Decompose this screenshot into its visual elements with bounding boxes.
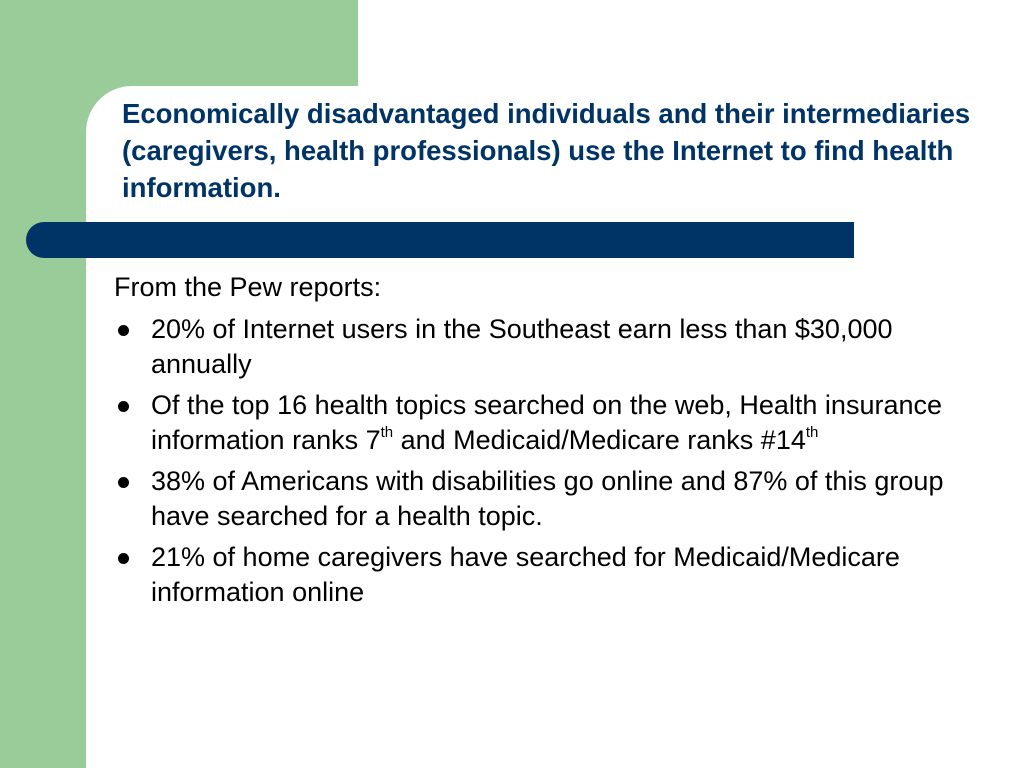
superscript-ordinal: th [805,424,819,441]
intro-text: From the Pew reports: [114,272,382,302]
title-underline-bar [26,222,854,258]
bullet-text: 21% of home caregivers have searched for Medicaid/Medicare information online [151,542,900,607]
bullet-icon [118,477,129,488]
bullet-text-continued: and Medicaid/Medicare ranks #14 [393,425,806,455]
bullet-text: 20% of Internet users in the Southeast earn less than $30,000 annually [151,314,893,379]
bullet-text: Of the top 16 health topics searched on the web, Health insurance information ranks 7 [151,390,943,455]
list-item [114,312,984,382]
list-item [114,464,984,534]
bullet-icon [118,325,129,336]
superscript-ordinal: th [380,424,394,441]
bullet-icon [118,553,129,564]
bullet-text: 38% of Americans with disabilities go online and 87% of this group have searched for a health topic. [151,466,944,531]
list-item [114,540,984,610]
bullet-list [114,312,984,610]
slide-body [114,270,984,616]
slide-title: Economically disadvantaged individuals and their intermediaries (caregivers, health professionals) use the Internet to find health information. [122,98,971,203]
bullet-icon [118,401,129,412]
list-item [114,388,984,458]
